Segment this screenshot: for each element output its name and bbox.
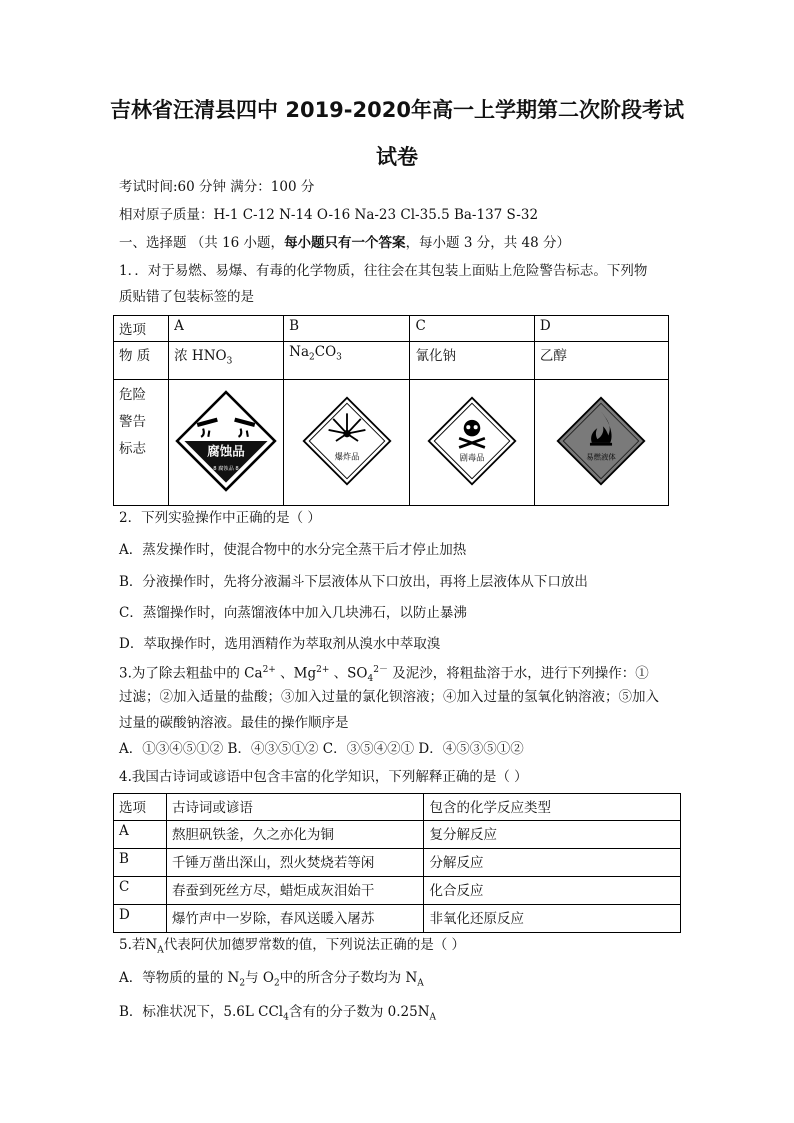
q1-cell-option-b: B [284,316,410,342]
q4-header-reaction: 包含的化学反应类型 [424,794,681,821]
q4-row-d [114,905,681,933]
q4-row-b-option: B [114,849,167,877]
q2-stem: 2．下列实验操作中正确的是（ ） [119,510,321,526]
substance-b-pre: Na [289,344,309,360]
q1-row-options [114,316,669,342]
q4-header-poem: 古诗词或谚语 [166,794,424,821]
q4-row-c [114,877,681,905]
q4-row-d-poem: 爆竹声中一岁除，春风送暖入屠苏 [166,905,424,933]
q5-b-b: 含有的分子数为 0.25N [288,1004,430,1020]
q4-row-d-option: D [114,905,167,933]
q2-option-c: C．蒸馏操作时，向蒸馏液体中加入几块沸石，以防止暴沸 [119,605,467,621]
q1-cell-sign-label [114,380,169,506]
toxic-skull-sign-icon [426,395,518,487]
q1-cell-substance-a [169,342,284,380]
q5-b-sub2: A [429,1012,437,1023]
q5-a-a: A．等物质的量的 N [119,970,240,986]
q4-row-b-poem: 千锤万凿出深山，烈火焚烧若等闲 [166,849,424,877]
q5-a-b: 与 O [245,970,274,986]
q3-stem-line3: 过量的碳酸钠溶液。最佳的操作顺序是 [119,715,349,731]
corrosive-sign-icon [174,389,278,493]
explosive-sign-icon [301,395,393,487]
substance-a-text: 浓 HNO [174,348,227,364]
q1-cell-option-c: C [410,316,534,342]
q1-cell-sign-d [534,380,668,506]
q5-a-c: 中的所含分子数均为 N [279,970,418,986]
section-suffix: ，每小题 3 分，共 48 分） [405,235,570,251]
sign-label-2: 警告 [119,414,146,430]
q1-cell-substance-c: 氰化钠 [410,342,534,380]
q3-stem-line2: 过滤；②加入适量的盐酸；③加入过量的氯化钡溶液；④加入过量的氢氧化钠溶液；⑤加入 [119,689,659,705]
substance-b-mid: CO [314,344,337,360]
q2-option-a: A．蒸发操作时，使混合物中的水分完全蒸干后才停止加热 [119,542,467,558]
exam-title-line1: 吉林省汪清县四中 2019-2020年高一上学期第二次阶段考试 [110,98,684,122]
q5-a-sub3: A [417,978,424,989]
substance-b-sub2: 3 [336,352,342,363]
corrosive-small-label: 8 腐蚀品 8 [213,465,239,472]
q4-row-c-reaction: 化合反应 [424,877,681,905]
q4-stem: 4.我国古诗词或谚语中包含丰富的化学知识，下列解释正确的是（ ） [119,769,528,785]
q2-option-d: D．萃取操作时，选用酒精作为萃取剂从溴水中萃取溴 [119,636,441,652]
q4-row-a [114,821,681,849]
q1-cell-option-a: A [169,316,284,342]
q4-row-a-option: A [114,821,167,849]
corrosive-label: 腐蚀品 [207,443,245,459]
q1-stem-line1: 1．．对于易燃、易爆、有毒的化学物质，往往会在其包装上面贴上危险警告标志。下列物 [119,263,648,279]
q3-l1d: 及泥沙，将粗盐溶于水，进行下列操作：① [387,665,649,682]
q4-table [113,793,681,933]
q3-l1a: 3.为了除去粗盐中的 Ca [119,665,263,682]
q1-cell-sign-b [284,380,410,506]
q5-stem [119,936,465,960]
q5-a-sub1: 2 [239,978,246,989]
q1-row-signs [114,380,669,506]
q4-header-row [114,794,681,821]
exam-title-line2: 试卷 [376,145,418,169]
q3-sup2: 2+ [316,665,330,675]
flammable-label: 易燃液体 [586,451,617,461]
q5-option-a [119,969,424,993]
q3-sup1: 2+ [262,665,276,675]
q5-stem-b: 代表阿伏加德罗常数的值，下列说法正确的是（ ） [163,937,465,953]
q1-cell-substance-d: 乙醇 [534,342,668,380]
q4-row-b-reaction: 分解反应 [424,849,681,877]
flammable-liquid-sign-icon [555,395,647,487]
q3-sub3: 4 [367,674,374,685]
q1-cell-substance-label: 物 质 [114,342,169,380]
q3-options: A．①③④⑤①② B．④③⑤①② C．③⑤④②① D．④⑤③⑤①② [119,741,524,757]
q3-sup3: 2－ [373,665,388,675]
toxic-label: 剧毒品 [459,451,485,462]
q1-cell-sign-c [410,380,534,506]
q4-row-c-option: C [114,877,167,905]
sign-label-3: 标志 [119,441,146,457]
q4-row-c-poem: 春蚕到死丝方尽，蜡炬成灰泪始干 [166,877,424,905]
explosive-label: 爆炸品 [334,450,360,461]
q1-cell-option-d: D [534,316,668,342]
substance-a-sub: 3 [226,356,233,367]
section-prefix: 一、选择题 （共 16 小题， [119,235,285,251]
section-bold: 每小题只有一个答案 [284,235,406,251]
q4-header-option: 选项 [114,794,167,821]
q2-option-b: B．分液操作时，先将分液漏斗下层液体从下口放出，再将上层液体从下口放出 [119,574,588,590]
q5-b-sub1: 4 [283,1012,289,1023]
q1-cell-substance-b [284,342,410,380]
exam-info: 考试时间:60 分钟 满分：100 分 [119,179,315,195]
q1-cell-label: 选项 [114,316,169,342]
q5-stem-a: 5.若N [119,937,158,953]
q4-row-b [114,849,681,877]
q5-stem-sub: A [157,945,164,956]
q5-option-b [119,1003,436,1027]
atomic-mass-line: 相对原子质量：H-1 C-12 N-14 O-16 Na-23 Cl-35.5 Ba-137 S-32 [119,207,539,223]
q5-a-sub2: 2 [273,978,280,989]
substance-b-sub1: 2 [309,352,315,363]
q1-row-substances [114,342,669,380]
q1-table [113,315,669,506]
q5-b-a: B．标准状况下，5.6L CCl [119,1004,284,1020]
q1-cell-sign-a [169,380,284,506]
q3-l1b: 、Mg [275,665,317,682]
q4-row-d-reaction: 非氧化还原反应 [424,905,681,933]
q4-row-a-poem: 熬胆矾铁釜，久之亦化为铜 [166,821,424,849]
sign-label-1: 危险 [119,387,146,403]
q3-stem-line1 [119,661,649,688]
q1-stem-line2: 质贴错了包装标签的是 [119,289,254,305]
q4-row-a-reaction: 复分解反应 [424,821,681,849]
q3-l1c: 、SO [329,665,368,682]
section-heading [119,234,570,252]
